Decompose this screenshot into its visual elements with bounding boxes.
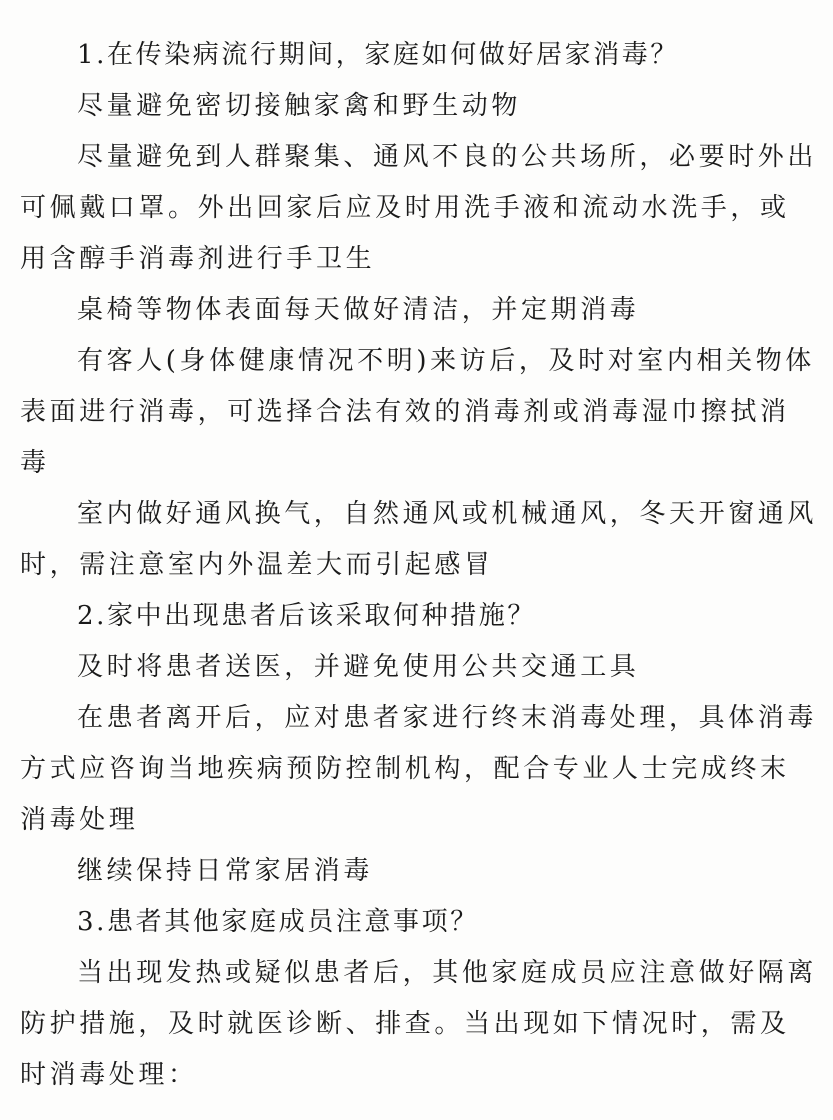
paragraph-visitor-disinfection: 有客人(身体健康情况不明)来访后，及时对室内相关物体表面进行消毒，可选择合法有效的消毒剂或消毒湿巾擦拭消毒	[20, 346, 815, 478]
question-heading-3: 3.患者其他家庭成员注意事项？	[77, 907, 479, 937]
paragraph-avoid-crowds: 尽量避免到人群聚集、通风不良的公共场所，必要时外出可佩戴口罩。外出回家后应及时用洗手液和流动水洗手，或用含醇手消毒剂进行手卫生	[20, 142, 818, 274]
paragraph-daily-disinfection: 继续保持日常家居消毒	[77, 856, 374, 886]
paragraph-family-precautions: 当出现发热或疑似患者后，其他家庭成员应注意做好隔离防护措施，及时就医诊断、排查。当出现如下情况时，需及时消毒处理：	[20, 958, 818, 1090]
paragraph-surface-cleaning: 桌椅等物体表面每天做好清洁，并定期消毒	[77, 295, 640, 325]
paragraph-avoid-poultry: 尽量避免密切接触家禽和野生动物	[77, 91, 522, 121]
paragraph-send-to-hospital: 及时将患者送医，并避免使用公共交通工具	[77, 652, 640, 682]
question-heading-2: 2.家中出现患者后该采取何种措施？	[77, 601, 537, 631]
question-heading-1: 1.在传染病流行期间，家庭如何做好居家消毒？	[77, 40, 680, 70]
paragraph-terminal-disinfection: 在患者离开后，应对患者家进行终末消毒处理，具体消毒方式应咨询当地疾病预防控制机构，配合专业人士完成终末消毒处理	[20, 703, 818, 835]
paragraph-ventilation: 室内做好通风换气，自然通风或机械通风，冬天开窗通风时，需注意室内外温差大而引起感冒	[20, 499, 818, 580]
